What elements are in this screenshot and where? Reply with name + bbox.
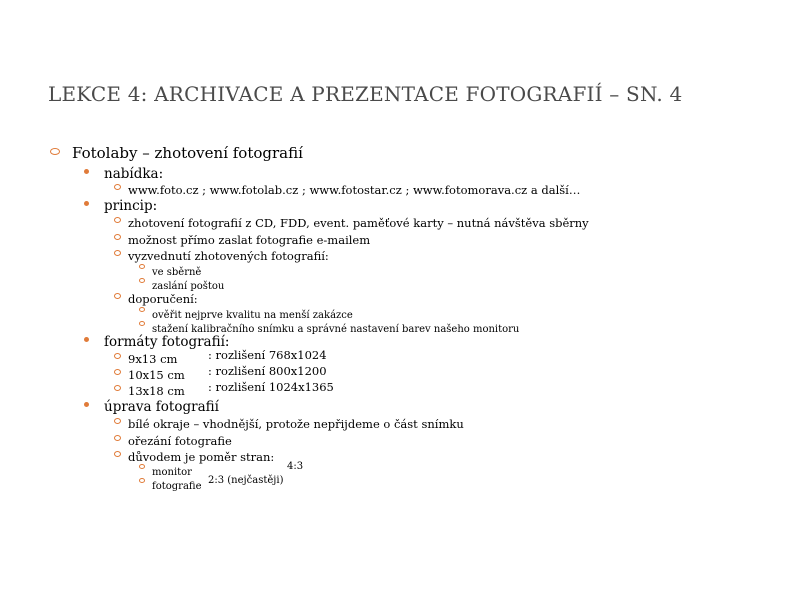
main-topic-label: Fotolaby – zhotovení fotografií	[72, 144, 303, 162]
format-row	[128, 364, 327, 382]
dot-bullet-icon	[84, 201, 89, 206]
tiny-circle-bullet-icon	[139, 321, 145, 326]
small-circle-bullet-icon	[114, 250, 121, 256]
lab-links	[128, 181, 580, 197]
list-item-text: možnost přímo zaslat fotografie e-mailem	[128, 233, 371, 247]
ratio-value: 4:3	[287, 461, 304, 472]
format-resolution: : rozlišení 768x1024	[208, 348, 327, 362]
list-item-text: ověřit nejprve kvalitu na menší zakázce	[152, 310, 353, 321]
section-nabidka	[104, 165, 163, 182]
list-item	[128, 448, 274, 464]
list-item-text: ořezání fotografie	[128, 434, 232, 448]
small-circle-bullet-icon	[114, 418, 121, 424]
dot-bullet-icon	[84, 169, 89, 174]
small-circle-bullet-icon	[114, 217, 121, 223]
ratio-row	[152, 475, 284, 492]
small-circle-bullet-icon	[114, 353, 121, 359]
section-nabidka-label: nabídka:	[104, 166, 164, 182]
ratio-value: 2:3 (nejčastěji)	[208, 475, 284, 486]
list-item-text: zhotovení fotografií z CD, FDD, event. paměťové karty – nutná návštěva sběrny	[128, 216, 589, 230]
small-circle-bullet-icon	[114, 435, 121, 441]
tiny-circle-bullet-icon	[139, 478, 145, 483]
dot-bullet-icon	[84, 402, 89, 407]
list-item-text: bílé okraje – vhodnější, protože nepřijdeme o část snímku	[128, 417, 464, 431]
lab-links-text: www.foto.cz ; www.fotolab.cz ; www.fotostar.cz ; www.fotomorava.cz a další…	[128, 183, 581, 197]
list-item	[128, 231, 370, 247]
slide-title: LEKCE 4: ARCHIVACE A PREZENTACE FOTOGRAFIÍ – SN. 4	[48, 82, 683, 106]
list-item-text: zaslání poštou	[152, 281, 225, 292]
list-item-text: důvodem je poměr stran:	[128, 450, 275, 464]
section-formaty-label: formáty fotografií:	[104, 334, 230, 350]
tiny-circle-bullet-icon	[139, 264, 145, 269]
ratio-name: monitor	[152, 467, 192, 478]
section-princip-label: princip:	[104, 198, 158, 214]
list-item	[128, 290, 198, 306]
list-item-text: doporučení:	[128, 292, 198, 306]
tiny-circle-bullet-icon	[139, 307, 145, 312]
tiny-circle-bullet-icon	[139, 464, 145, 469]
section-princip	[104, 197, 157, 214]
format-row	[128, 380, 334, 398]
small-circle-bullet-icon	[114, 451, 121, 457]
format-size: 9x13 cm	[128, 352, 178, 366]
tiny-circle-bullet-icon	[139, 278, 145, 283]
ratio-name: fotografie	[152, 481, 202, 492]
list-item	[128, 415, 464, 431]
small-circle-bullet-icon	[114, 234, 121, 240]
format-resolution: : rozlišení 800x1200	[208, 364, 327, 378]
format-size: 10x15 cm	[128, 368, 185, 382]
list-item-text: vyzvednutí zhotovených fotografií:	[128, 249, 329, 263]
list-item-text: stažení kalibračního snímku a správné nastavení barev našeho monitoru	[152, 324, 520, 335]
hollow-circle-bullet-icon	[50, 148, 60, 155]
format-row	[128, 348, 327, 366]
small-circle-bullet-icon	[114, 184, 121, 190]
format-resolution: : rozlišení 1024x1365	[208, 380, 334, 394]
main-topic	[72, 145, 303, 161]
format-size: 13x18 cm	[128, 384, 185, 398]
list-item	[128, 247, 329, 263]
small-circle-bullet-icon	[114, 385, 121, 391]
section-uprava	[104, 398, 219, 415]
list-item	[128, 214, 589, 230]
small-circle-bullet-icon	[114, 369, 121, 375]
list-item	[128, 432, 232, 448]
section-uprava-label: úprava fotografií	[104, 399, 219, 415]
list-item-text: ve sběrně	[152, 267, 202, 278]
small-circle-bullet-icon	[114, 293, 121, 299]
dot-bullet-icon	[84, 337, 89, 342]
